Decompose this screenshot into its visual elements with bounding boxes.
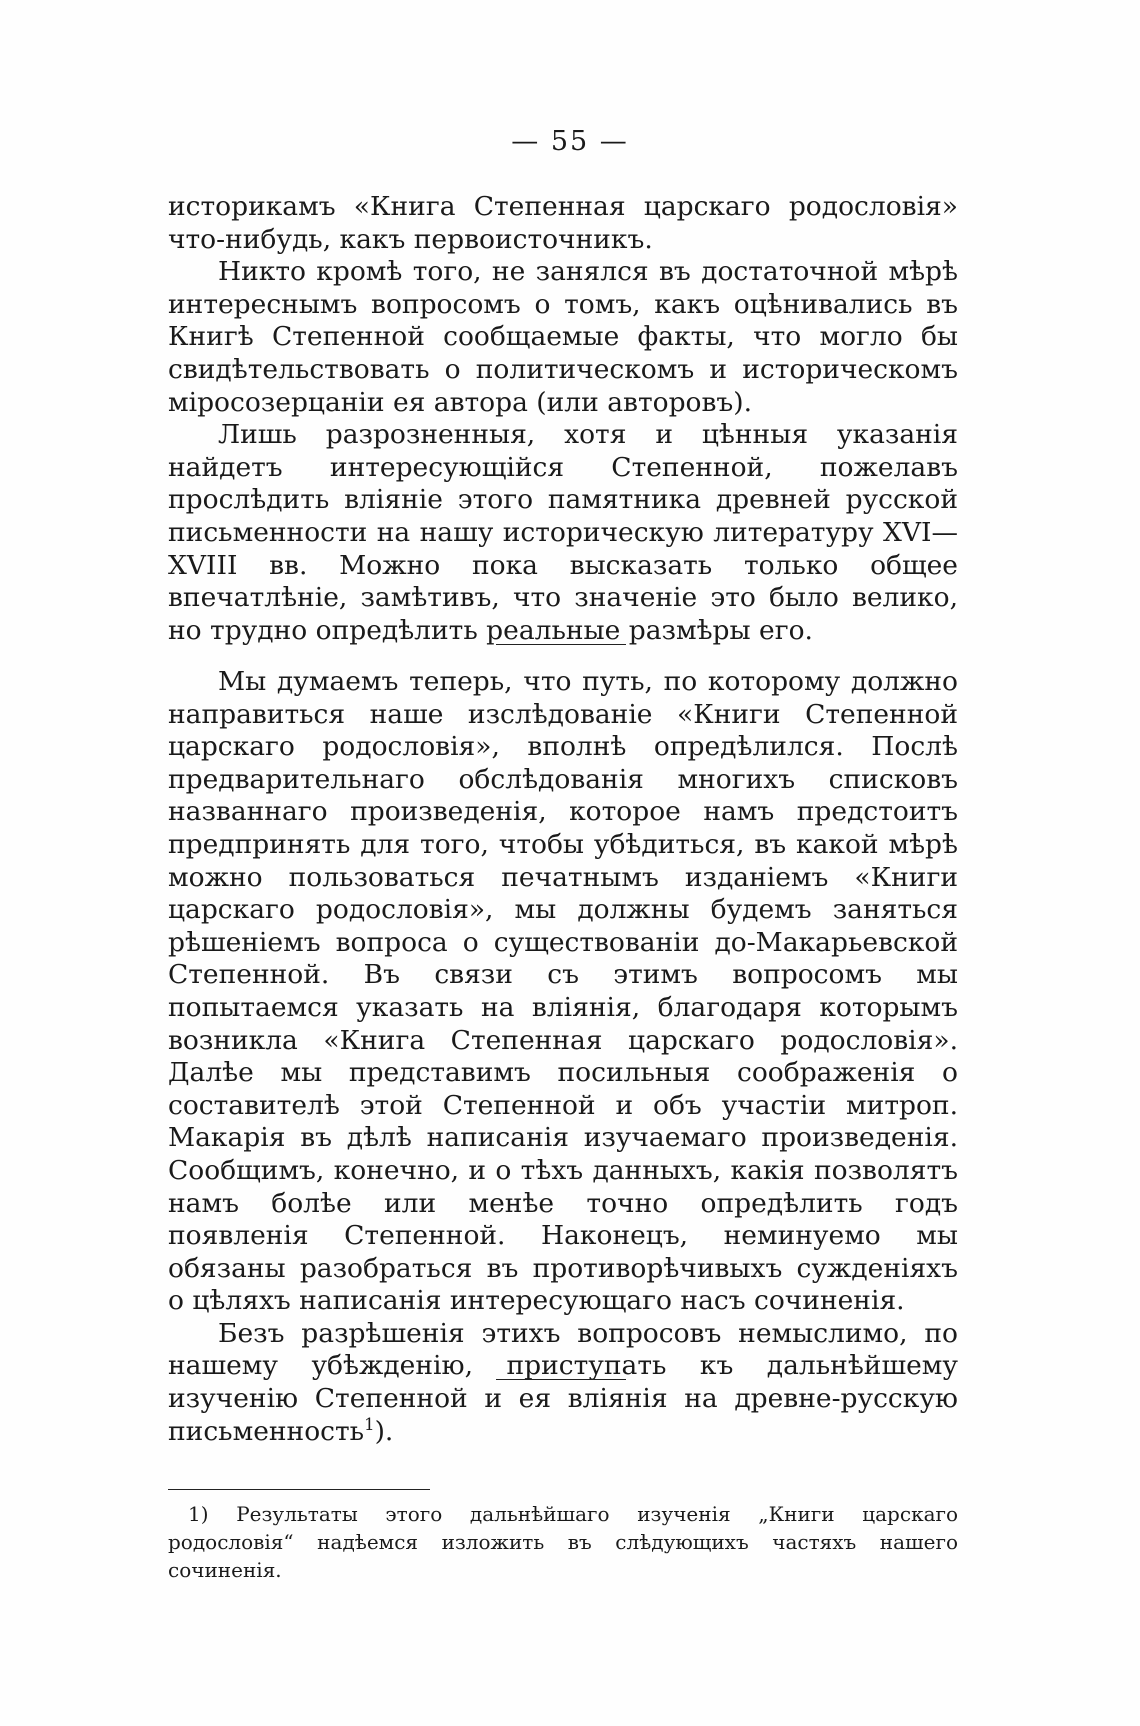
paragraph: Мы думаемъ теперь, что путь, по которому должно направиться наше изслѣдованіе «Книги Степенной царскаго родословія», вполнѣ опредѣлился. Послѣ предварительнаго обслѣдованія многихъ списковъ названнаго произведенія, которое намъ предстоитъ предпринять для того, чтобы убѣдиться, въ какой мѣрѣ можно пользоваться печатнымъ изданіемъ «Книги царскаго родословія», мы должны будемъ заняться рѣшеніемъ вопроса о существованіи до-Макарьевской Степенной. Въ связи съ этимъ вопросомъ мы попытаемся указать на вліянія, благодаря которымъ возникла «Книга Степенная царскаго родословія». Далѣе мы представимъ посильныя соображенія о составителѣ этой Степенной и объ участіи митроп. Макарія въ дѣлѣ написанія изучаемаго произведенія. Сообщимъ, конечно, и о тѣхъ данныхъ, какія позволятъ намъ болѣе или менѣе точно опредѣлить годъ появленія Степенной. Наконецъ, неминуемо мы обязаны разобраться въ противорѣчивыхъ сужденіяхъ о цѣляхъ написанія интересующаго насъ сочиненія.	[168, 666, 958, 1317]
paragraph: Лишь разрозненныя, хотя и цѣнныя указанія найдетъ интересующійся Степенной, пожелавъ прослѣдить вліяніе этого памятника древней русской письменности на нашу историческую литературу XVI—XVIII вв. Можно пока высказать только общее впечатлѣніе, замѣтивъ, что значеніе это было велико, но трудно опредѣлить реальные размѣры его.	[168, 419, 958, 646]
section-divider	[496, 644, 626, 645]
footnote-reference: 1	[364, 1414, 375, 1434]
paragraph-text: Безъ разрѣшенія этихъ вопросовъ немыслимо, по нашему убѣжденію, приступать къ дальнѣйшему изученію Степенной и ея вліянія на древне-русскую письменность	[168, 1317, 958, 1447]
footnote-rule	[168, 1489, 430, 1490]
text-block-bottom	[168, 666, 958, 1448]
paragraph: Никто кромѣ того, не занялся въ достаточной мѣрѣ интереснымъ вопросомъ о томъ, какъ оцѣнивались въ Книгѣ Степенной сообщаемые факты, что могло бы свидѣтельствовать о политическомъ и историческомъ міросозерцаніи ея автора (или авторовъ).	[168, 256, 958, 418]
paragraph-end: ).	[374, 1415, 394, 1447]
paragraph-with-footnote	[168, 1318, 958, 1448]
end-divider	[496, 1379, 626, 1380]
text-block-top	[168, 191, 958, 647]
paragraph: историкамъ «Книга Степенная царскаго родословія» что-нибудь, какъ первоисточникъ.	[168, 191, 958, 255]
footnote-marker: 1)	[188, 1502, 209, 1526]
footnote-text: Результаты этого дальнѣйшаго изученія „Книги царскаго родословія“ надѣемся изложить въ слѣдующихъ частяхъ нашего сочиненія.	[168, 1502, 959, 1582]
page-number: — 55 —	[511, 126, 629, 157]
footnote	[168, 1500, 958, 1584]
